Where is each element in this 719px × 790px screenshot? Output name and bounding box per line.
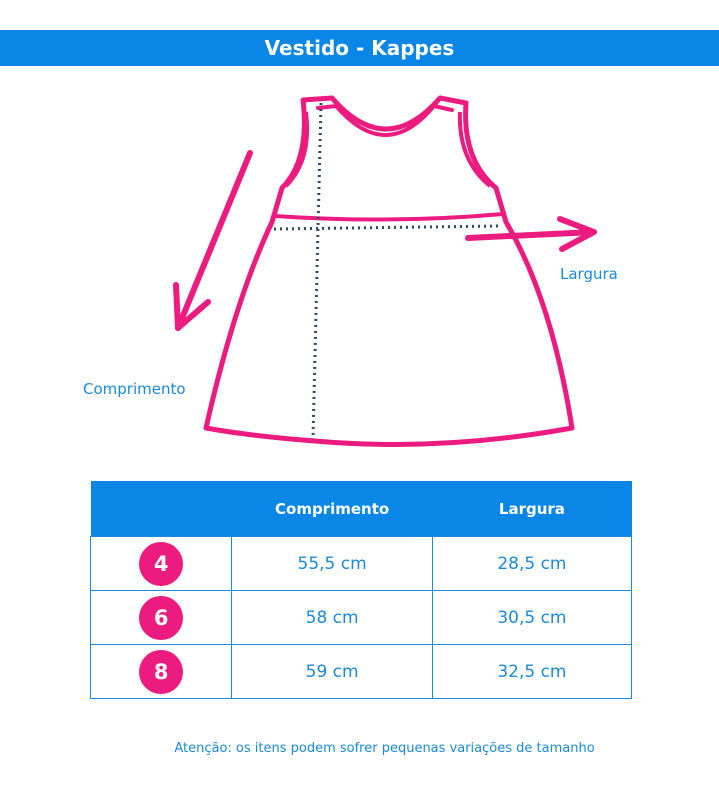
header-size <box>91 481 232 537</box>
size-badge: 6 <box>139 596 183 640</box>
header-length: Comprimento <box>232 481 432 537</box>
size-cell <box>91 591 232 645</box>
size-cell <box>91 645 232 699</box>
size-badge: 4 <box>139 542 183 586</box>
length-cell: 59 cm <box>232 645 432 699</box>
width-cell: 32,5 cm <box>432 645 631 699</box>
table-row <box>91 537 632 591</box>
length-cell: 55,5 cm <box>232 537 432 591</box>
size-cell <box>91 537 232 591</box>
table-row <box>91 591 632 645</box>
length-cell: 58 cm <box>232 591 432 645</box>
size-badge: 8 <box>139 650 183 694</box>
table-row <box>91 645 632 699</box>
dress-outline <box>206 98 572 444</box>
width-cell: 28,5 cm <box>432 537 631 591</box>
width-label: Largura <box>560 265 618 283</box>
size-table <box>90 481 632 699</box>
disclaimer-note: Atenção: os itens podem sofrer pequenas variações de tamanho <box>174 741 595 756</box>
header-width: Largura <box>432 481 631 537</box>
page-title: Vestido - Kappes <box>0 30 719 66</box>
width-cell: 30,5 cm <box>432 591 631 645</box>
table-header-row <box>91 481 632 537</box>
length-label: Comprimento <box>83 380 186 398</box>
